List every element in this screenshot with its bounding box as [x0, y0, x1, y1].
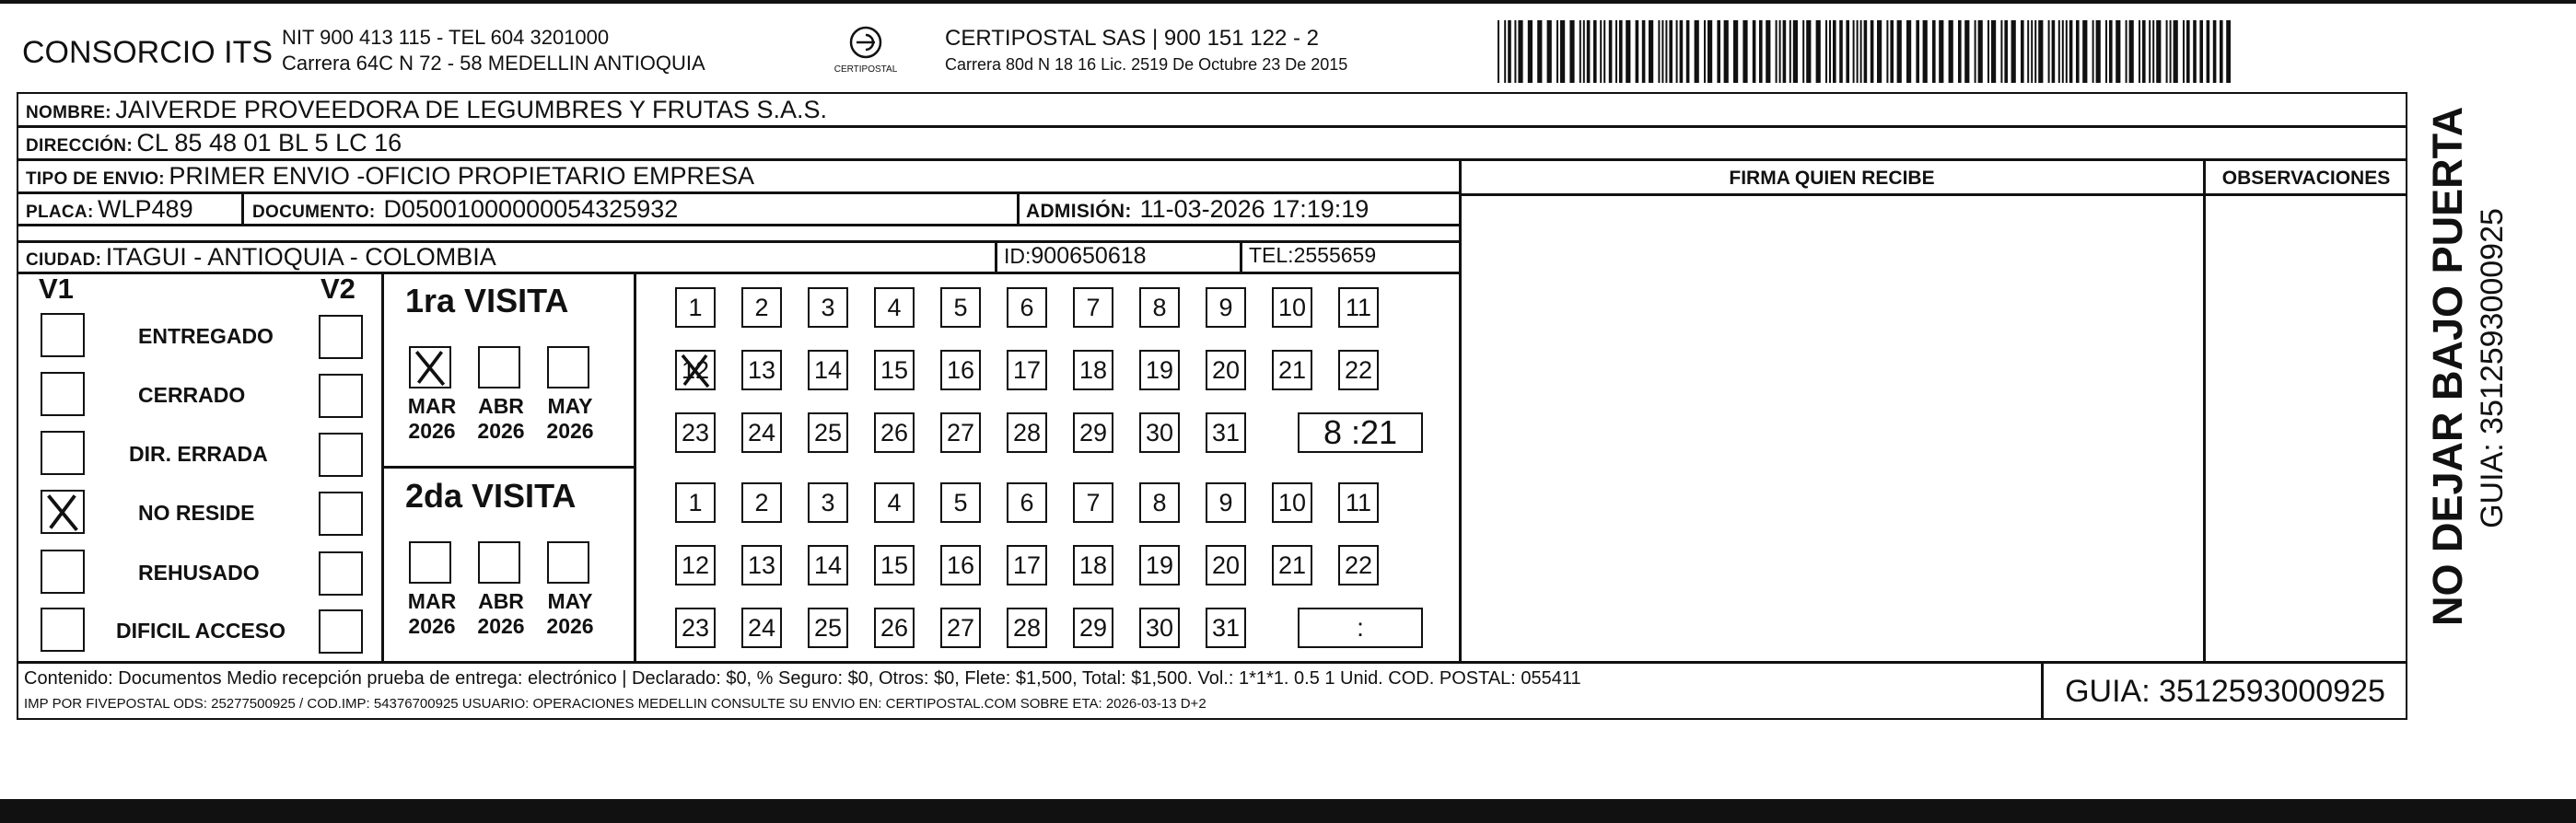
admision-label: ADMISIÓN:	[1026, 201, 1132, 222]
day-box[interactable]: 27	[940, 608, 981, 648]
month-label: MAY 2026	[546, 394, 594, 443]
day-box[interactable]: 17	[1007, 545, 1047, 585]
day-box[interactable]: 10	[1272, 287, 1312, 328]
barcode	[1498, 20, 2231, 83]
day-box[interactable]: 3	[808, 482, 848, 523]
day-box[interactable]: 1	[675, 287, 716, 328]
time-box[interactable]: 8 :21	[1298, 412, 1423, 453]
month-checkbox[interactable]	[478, 346, 520, 388]
v1-checkbox[interactable]	[41, 372, 85, 416]
day-box[interactable]: 28	[1007, 608, 1047, 648]
month-checkbox[interactable]	[547, 346, 589, 388]
top-rule	[0, 0, 2576, 4]
day-box[interactable]: 27	[940, 412, 981, 453]
side-warning: NO DEJAR BAJO PUERTA	[2424, 106, 2471, 626]
certipostal-logo	[820, 24, 912, 75]
nombre-value: JAIVERDE PROVEEDORA DE LEGUMBRES Y FRUTAS S.A.S.	[115, 96, 828, 123]
status-label: NO RESIDE	[138, 501, 255, 525]
sender-nit: NIT 900 413 115 - TEL 604 3201000	[282, 26, 610, 49]
direccion-label: DIRECCIÓN:	[26, 136, 133, 156]
carrier-address: Carrera 80d N 18 16 Lic. 2519 De Octubre 23 De 2015	[945, 55, 1348, 74]
day-box[interactable]: 17	[1007, 350, 1047, 390]
day-box[interactable]: 24	[741, 412, 782, 453]
day-box[interactable]: 18	[1073, 545, 1113, 585]
day-box[interactable]: 13	[741, 350, 782, 390]
admision-value: 11-03-2026 17:19:19	[1139, 195, 1370, 223]
day-box[interactable]: 13	[741, 545, 782, 585]
v2-header: V2	[321, 272, 356, 305]
nombre-label: NOMBRE:	[26, 103, 111, 122]
day-box[interactable]: 21	[1272, 350, 1312, 390]
direccion-value: CL 85 48 01 BL 5 LC 16	[136, 129, 402, 156]
status-label: REHUSADO	[138, 561, 260, 585]
tel-value: 2555659	[1293, 243, 1377, 267]
day-box[interactable]: 14	[808, 545, 848, 585]
day-box[interactable]: 4	[874, 287, 915, 328]
time-box[interactable]: :	[1298, 608, 1423, 648]
v1-checkbox[interactable]	[41, 313, 85, 357]
month-checkbox[interactable]	[409, 541, 451, 584]
ciudad-value: ITAGUI - ANTIOQUIA - COLOMBIA	[105, 243, 496, 271]
day-box[interactable]: 6	[1007, 482, 1047, 523]
footer-contenido: Contenido: Documentos Medio recepción prueba de entrega: electrónico | Declarado: $0, % Seguro: $0, Otros: $0, Flete: $1,500, Total: $1,500. Vol.: 1*1*1. 0.5 1 Unid. COD. POSTAL: 055411	[24, 668, 1581, 689]
v1-checkbox[interactable]	[41, 431, 85, 475]
tel-label: TEL:	[1249, 243, 1294, 267]
day-box[interactable]: 24	[741, 608, 782, 648]
day-box[interactable]: 20	[1206, 545, 1246, 585]
ciudad-label: CIUDAD:	[26, 250, 102, 270]
day-box[interactable]: 18	[1073, 350, 1113, 390]
month-label: MAR 2026	[407, 589, 457, 638]
day-box[interactable]: 26	[874, 608, 915, 648]
day-box[interactable]: 28	[1007, 412, 1047, 453]
day-box[interactable]: 14	[808, 350, 848, 390]
month-label: MAR 2026	[407, 394, 457, 443]
sender-name: CONSORCIO ITS	[22, 35, 274, 70]
id-label: ID:	[1004, 244, 1032, 268]
month-checkbox[interactable]	[409, 346, 451, 388]
day-box[interactable]: 2	[741, 287, 782, 328]
day-box[interactable]: 11	[1338, 482, 1379, 523]
v2-checkbox[interactable]	[319, 315, 363, 359]
visit-title: 2da VISITA	[405, 477, 577, 515]
day-box[interactable]: 30	[1139, 608, 1180, 648]
day-box[interactable]: 12	[675, 545, 716, 585]
month-checkbox[interactable]	[478, 541, 520, 584]
day-box[interactable]: 20	[1206, 350, 1246, 390]
status-label: CERRADO	[138, 383, 246, 407]
day-box[interactable]: 10	[1272, 482, 1312, 523]
day-box[interactable]: 4	[874, 482, 915, 523]
v1-header: V1	[39, 272, 74, 305]
status-label: ENTREGADO	[138, 324, 274, 348]
day-box[interactable]: 1	[675, 482, 716, 523]
day-box[interactable]: 19	[1139, 350, 1180, 390]
v1-checkbox[interactable]	[41, 490, 85, 534]
day-box[interactable]: 19	[1139, 545, 1180, 585]
day-box[interactable]: 16	[940, 350, 981, 390]
day-box[interactable]: 8	[1139, 482, 1180, 523]
day-box[interactable]: 15	[874, 545, 915, 585]
day-box[interactable]: 5	[940, 482, 981, 523]
id-value: 900650618	[1031, 243, 1147, 269]
day-box[interactable]: 11	[1338, 287, 1379, 328]
day-box[interactable]: 16	[940, 545, 981, 585]
day-box[interactable]: 25	[808, 608, 848, 648]
day-box[interactable]: 21	[1272, 545, 1312, 585]
v2-checkbox[interactable]	[319, 551, 363, 596]
day-box[interactable]: 5	[940, 287, 981, 328]
side-guia: GUIA: 3512593000925	[2475, 208, 2510, 528]
day-box[interactable]: 6	[1007, 287, 1047, 328]
day-box[interactable]: 2	[741, 482, 782, 523]
day-box[interactable]: 22	[1338, 350, 1379, 390]
day-box[interactable]: 7	[1073, 287, 1113, 328]
documento-value: D05001000000054325932	[383, 195, 679, 223]
day-box[interactable]: 26	[874, 412, 915, 453]
tipo-label: TIPO DE ENVIO:	[26, 169, 165, 189]
month-label: ABR 2026	[477, 589, 525, 638]
placa-label: PLACA:	[26, 203, 94, 222]
v1-checkbox[interactable]	[41, 608, 85, 652]
svg-text:CERTIPOSTAL: CERTIPOSTAL	[833, 64, 898, 75]
day-box[interactable]: 25	[808, 412, 848, 453]
visit-title: 1ra VISITA	[405, 282, 569, 319]
day-box[interactable]: 9	[1206, 482, 1246, 523]
status-label: DIFICIL ACCESO	[116, 619, 286, 643]
month-label: ABR 2026	[477, 394, 525, 443]
v2-checkbox[interactable]	[319, 433, 363, 477]
day-box[interactable]: 23	[675, 412, 716, 453]
carrier-name: CERTIPOSTAL SAS | 900 151 122 - 2	[945, 26, 1319, 51]
day-box[interactable]: 29	[1073, 412, 1113, 453]
month-label: MAY 2026	[546, 589, 594, 638]
day-box[interactable]: 23	[675, 608, 716, 648]
observaciones-header: OBSERVACIONES	[2221, 168, 2391, 189]
v2-checkbox[interactable]	[319, 374, 363, 418]
day-box[interactable]: 31	[1206, 412, 1246, 453]
day-box[interactable]: 7	[1073, 482, 1113, 523]
day-box[interactable]: 9	[1206, 287, 1246, 328]
firma-header: FIRMA QUIEN RECIBE	[1729, 168, 1935, 189]
v2-checkbox[interactable]	[319, 609, 363, 654]
day-box[interactable]: 12	[675, 350, 716, 390]
day-box[interactable]: 8	[1139, 287, 1180, 328]
status-label: DIR. ERRADA	[129, 442, 268, 466]
documento-label: DOCUMENTO:	[252, 203, 376, 222]
v2-checkbox[interactable]	[319, 492, 363, 536]
day-box[interactable]: 22	[1338, 545, 1379, 585]
day-box[interactable]: 3	[808, 287, 848, 328]
v1-checkbox[interactable]	[41, 550, 85, 594]
footer-imp: IMP POR FIVEPOSTAL ODS: 25277500925 / COD.IMP: 54376700925 USUARIO: OPERACIONES MEDELLIN CONSULTE SU ENVIO EN: CERTIPOSTAL.COM SOBRE ETA: 2026-03-13 D+2	[24, 696, 1206, 712]
placa-value: WLP489	[98, 195, 193, 223]
bottom-band	[0, 799, 2576, 823]
side-text	[2422, 106, 2560, 626]
day-box[interactable]: 29	[1073, 608, 1113, 648]
footer-guia: GUIA: 3512593000925	[2065, 674, 2385, 709]
day-box[interactable]: 15	[874, 350, 915, 390]
sender-address: Carrera 64C N 72 - 58 MEDELLIN ANTIOQUIA	[282, 52, 705, 75]
day-box[interactable]: 30	[1139, 412, 1180, 453]
month-checkbox[interactable]	[547, 541, 589, 584]
tipo-value: PRIMER ENVIO -OFICIO PROPIETARIO EMPRESA	[169, 162, 754, 190]
day-box[interactable]: 31	[1206, 608, 1246, 648]
